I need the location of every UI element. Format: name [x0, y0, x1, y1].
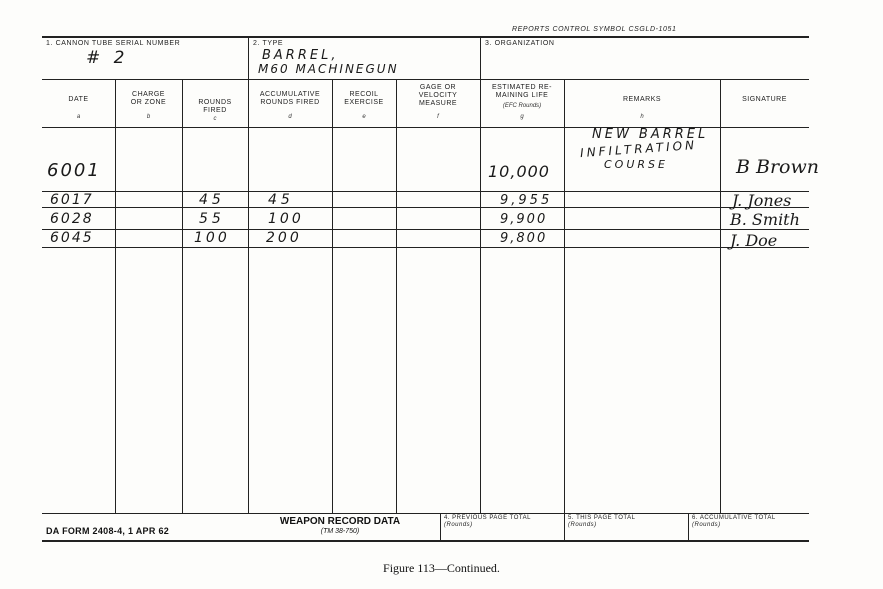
footer-divider: [440, 513, 441, 541]
remarks-line2: INFILTRATION: [579, 137, 698, 161]
row1-rounds: 45: [199, 192, 225, 208]
col-line: [564, 80, 565, 513]
col-letter-f: f: [437, 114, 439, 120]
form-bottom-border: [42, 540, 809, 542]
reports-control-symbol: REPORTS CONTROL SYMBOL CSGLD-1051: [512, 26, 677, 33]
row2-accum: 100: [268, 211, 304, 227]
this-page-total-unit: (Rounds): [568, 522, 597, 528]
row3-signature: J. Doe: [730, 231, 778, 250]
col-sublabel-efc: (EFC Rounds): [502, 103, 542, 109]
col-header-signature: SIGNATURE: [742, 96, 787, 103]
figure-caption: Figure 113—Continued.: [383, 561, 500, 575]
col-header-rounds-fired: ROUNDS FIRED: [198, 99, 232, 114]
footer-divider: [564, 513, 565, 541]
col-line: [720, 80, 721, 513]
row2-signature: B. Smith: [730, 210, 800, 229]
col-line: [396, 80, 397, 513]
col-line: [115, 80, 116, 513]
serial-number-label: 1. CANNON TUBE SERIAL NUMBER: [46, 40, 181, 47]
form-top-border: [42, 36, 809, 38]
row3-life: 9,800: [500, 231, 548, 246]
row1-accum: 45: [268, 192, 294, 208]
row1-date: 6017: [50, 192, 94, 208]
col-line: [480, 80, 481, 513]
serial-number-value: # 2: [86, 48, 129, 68]
form-title: WEAPON RECORD DATA: [279, 516, 401, 527]
col-header-estimated-life: ESTIMATED RE-MAINING LIFE: [491, 84, 553, 99]
header-divider: [42, 79, 809, 80]
col-letter-b: b: [146, 114, 151, 120]
entry-signature: B Brown: [736, 156, 819, 178]
row2-rounds: 55: [199, 211, 225, 227]
col-letter-g: g: [520, 114, 524, 120]
row1-life: 9,955: [500, 193, 553, 208]
col-letter-d: d: [288, 114, 292, 120]
accumulative-total-unit: (Rounds): [692, 522, 721, 528]
prev-page-total-unit: (Rounds): [444, 522, 473, 528]
col-header-remarks: REMARKS: [622, 96, 662, 103]
accumulative-total-label: 6. ACCUMULATIVE TOTAL: [692, 515, 776, 521]
type-value-line1: BARREL,: [262, 48, 339, 63]
row3-accum: 200: [266, 230, 302, 246]
this-page-total-label: 5. THIS PAGE TOTAL: [568, 515, 636, 521]
row-line: [42, 207, 809, 208]
entry-life: 10,000: [488, 162, 550, 181]
entry-date: 6001: [47, 160, 101, 181]
remarks-line3: COURSE: [604, 158, 668, 171]
row2-life: 9,900: [500, 212, 548, 227]
col-letter-e: e: [362, 114, 366, 120]
col-line: [332, 80, 333, 513]
type-value-line2: M60 MACHINEGUN: [258, 62, 399, 76]
col-header-recoil: RECOIL EXERCISE: [344, 91, 384, 106]
col-letter-h: h: [640, 114, 644, 120]
type-label: 2. TYPE: [253, 40, 284, 47]
block-divider: [248, 36, 249, 80]
prev-page-total-label: 4. PREVIOUS PAGE TOTAL: [444, 515, 531, 521]
row-line: [42, 229, 809, 230]
col-header-date: DATE: [68, 96, 89, 103]
col-header-gage: GAGE OR VELOCITY MEASURE: [418, 84, 458, 107]
col-header-accumulative: ACCUMULATIVE ROUNDS FIRED: [259, 91, 321, 106]
col-header-charge: CHARGE OR ZONE: [130, 91, 167, 106]
remarks-line1: NEW BARREL: [592, 127, 709, 142]
col-letter-c: c: [213, 116, 217, 122]
footer-divider: [688, 513, 689, 541]
organization-label: 3. ORGANIZATION: [485, 40, 555, 47]
form-number: DA FORM 2408-4, 1 APR 62: [46, 526, 170, 536]
block-divider: [480, 36, 481, 80]
row3-date: 6045: [50, 230, 94, 246]
col-line: [248, 80, 249, 513]
col-line: [182, 80, 183, 513]
col-letter-a: a: [76, 114, 81, 120]
form-tm: (TM 38-750): [320, 528, 360, 535]
row2-date: 6028: [50, 211, 94, 227]
row3-rounds: 100: [194, 230, 230, 246]
row1-signature: J. Jones: [732, 191, 792, 210]
row-line: [42, 191, 809, 192]
row-line: [42, 247, 809, 248]
